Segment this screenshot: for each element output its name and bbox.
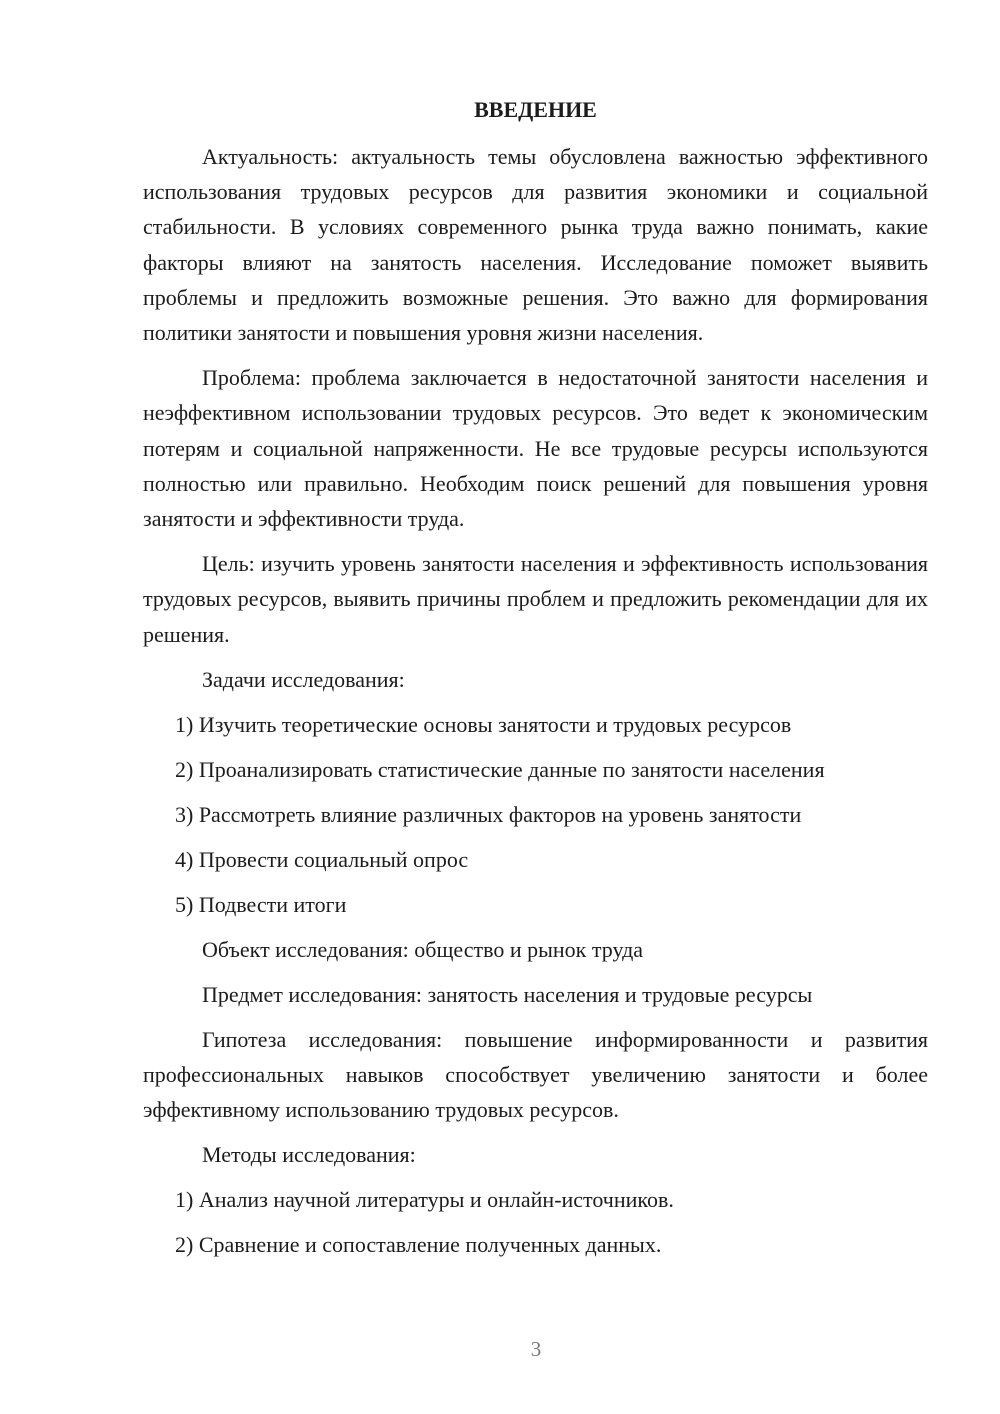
hypothesis-paragraph: Гипотеза исследования: повышение информированности и развития профессиональных навыков способствует увеличению занятости и более эффективному использованию трудовых ресурсов. xyxy=(143,1026,928,1123)
methods-list xyxy=(143,1182,928,1262)
task-item: 1) Изучить теоретические основы занятости и трудовых ресурсов xyxy=(175,711,792,737)
document-page xyxy=(143,95,928,1272)
task-item: 2) Проанализировать статистические данные по занятости населения xyxy=(175,756,825,782)
goal-paragraph: Цель: изучить уровень занятости населения и эффективность использования трудовых ресурсов, выявить причины проблем и предложить рекомендации для их решения. xyxy=(143,551,928,647)
task-item: 4) Провести социальный опрос xyxy=(175,846,469,872)
tasks-list xyxy=(143,707,928,922)
task-item: 3) Рассмотреть влияние различных факторов на уровень занятости xyxy=(175,801,802,827)
method-item: 1) Анализ научной литературы и онлайн-источников. xyxy=(175,1187,674,1213)
research-object: Объект исследования: общество и рынок труда xyxy=(202,936,644,962)
page-number: 3 xyxy=(530,1337,542,1361)
relevance-paragraph: Актуальность: актуальность темы обусловлена важностью эффективного использования трудовых ресурсов для развития экономики и социальной стабильности. В условиях современного рынка труда важно понимать, какие факторы влияют на занятость населения. Исследование поможет выявить проблемы и предложить возможные решения. Это важно для формирования политики занятости и повышения уровня жизни населения. xyxy=(143,144,928,346)
problem-paragraph: Проблема: проблема заключается в недостаточной занятости населения и неэффективном использовании трудовых ресурсов. Это ведет к экономическим потерям и социальной напряженности. Не все трудовые ресурсы используются полностью или правильно. Необходим поиск решений для повышения уровня занятости и эффективности труда. xyxy=(143,365,928,532)
tasks-heading: Задачи исследования: xyxy=(202,666,405,692)
section-title: ВВЕДЕНИЕ xyxy=(474,97,597,122)
methods-heading: Методы исследования: xyxy=(202,1142,416,1168)
method-item: 2) Сравнение и сопоставление полученных данных. xyxy=(175,1232,662,1258)
research-subject: Предмет исследования: занятость населения и трудовые ресурсы xyxy=(202,981,813,1007)
task-item: 5) Подвести итоги xyxy=(175,891,347,917)
